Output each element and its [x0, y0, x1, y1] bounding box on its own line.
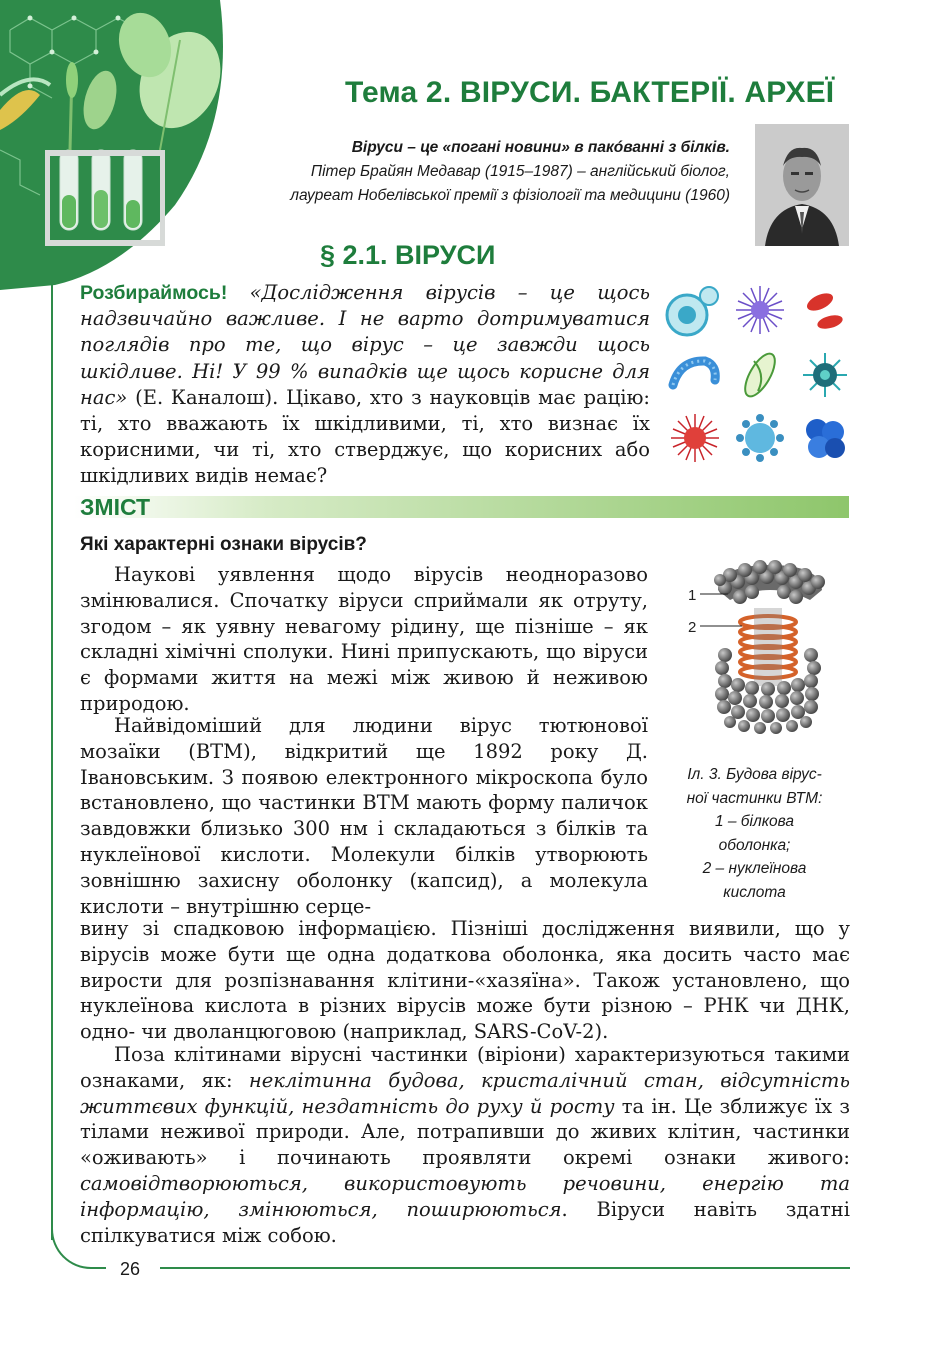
decorative-plants-test-tubes [0, 0, 240, 290]
epigraph-quote: Віруси – це «погані новини» в пакóванні з білків. [351, 139, 730, 156]
paragraph-3-text-c: . Віруси навіть здатні спілкуватися між собою. [80, 1197, 850, 1247]
page-margin-rule-corner [51, 1225, 106, 1269]
bacteria-green-rod-icon [739, 349, 780, 401]
topic-title: Тема 2. ВІРУСИ. БАКТЕРІЇ. АРХЕЇ [345, 76, 835, 109]
caption-line: оболонка; [718, 836, 791, 854]
paragraph-1-text: Наукові уявлення щодо вірусів неодноразово змінювалися. Спочатку віруси сприймали як отруту, згодом – як уявну невагому рідину, ще пізніше – як складні хімічні сполуки. Нині припускають, що віруси є формами життя на межі між живою й неживою природою. [80, 563, 648, 715]
caption-line: кислота [723, 883, 786, 901]
virus-illustrations-grid [665, 280, 855, 470]
virus-spiky-purple-icon [736, 286, 784, 334]
paragraph-3-text-b: та ін. Це зближує їх з тілами неживої природи. Але, потрапивши до живих клітин, частинки «оживають» і починають проявляти окремі ознаки живого: [80, 1094, 850, 1170]
caption-line: Іл. 3. Будова вірус- [687, 766, 822, 783]
bacteria-cluster-blue-icon [806, 419, 845, 458]
paragraph-3-text-a: Поза клітинами вірусні частинки (віріони) характеризуються такими ознаками, як: [80, 1043, 850, 1092]
virus-teal-icon [803, 353, 847, 397]
page-number: 26 [120, 1259, 141, 1279]
paragraph-2 [80, 713, 648, 919]
figure-caption [652, 763, 857, 904]
caption-line: ної частинки ВТМ: [686, 789, 823, 807]
paragraph-3-italic-1: неклітинна будова, кристалічний стан, відсутність життєвих функцій, нездатність до руху й росту [80, 1068, 850, 1118]
caption-line: 2 – нуклеїнова [702, 860, 807, 877]
section-title: § 2.1. ВІРУСИ [320, 240, 496, 270]
figure-label-2: 2 [688, 619, 697, 636]
bacteria-spiral-icon [673, 361, 715, 385]
intro-paragraph [80, 280, 650, 490]
content-heading-bar [74, 496, 849, 518]
intro-rest: (Е. Каналош). Цікаво, хто з науковців має рацію: ті, хто вважають їх шкідливими, ті, хто визнає їх корисними, чи ті, хто стверджує, що корисних або шкідливих видів немає? [80, 385, 650, 488]
footer-rule [160, 1267, 850, 1269]
paragraph-2-continued: вину зі спадковою інформацією. Пізніші дослідження виявили, що у вірусів може бути ще одна додаткова оболонка, яка досить часто має вирости для розпізнавання клітини-«хазяїна». Також установлено, що нуклеїнова кислота в різних вірусів може бути різною – РНК чи ДНК, одно- чи дволанцюговою (наприклад, SARS-CoV-2). [80, 917, 850, 1044]
virus-cell-icon [667, 287, 718, 335]
paragraph-3-italic-2: самовідтворюються, використовують речовини, енергію та інформацію, змінюються, поширюються [80, 1171, 850, 1221]
caption-line: 1 – білкова [714, 813, 795, 830]
epigraph-author-line-1: Пітер Брайян Медавар (1915–1987) – англійський біолог, [310, 163, 730, 180]
epigraph-author-line-2: лауреат Нобелівської премії з фізіології та медицини (1960) [290, 187, 730, 204]
epigraph [210, 136, 730, 208]
intro-lead: Розбираймось! [80, 282, 228, 304]
paragraph-1 [80, 562, 648, 717]
tmv-structure-figure [680, 560, 855, 735]
page-margin-rule [51, 280, 53, 1240]
virus-red-spiky-icon [671, 414, 719, 462]
portrait-photo [755, 124, 849, 246]
question-heading: Які характерні ознаки вірусів? [80, 534, 367, 555]
bacteria-red-icon [804, 290, 844, 331]
paragraph-2-text: Найвідоміший для людини вірус тютюнової мозаїки (ВТМ), відкритий ще 1892 року Д. Івановським. З появою електронного мікроскопа було встановлено, що частинки ВТМ мають форму паличок завдовжки близько 300 нм і складаються з білків та нуклеїнової кислоти. Молекули білків утворюють зовнішню захисну оболонку (капсид), а молекула кислоти – внутрішню серце- [80, 714, 648, 918]
intro-quote: «Дослідження вірусів – це щось надзвичайно важливе. І не варто дотримуватися поглядів про те, що вірус – це завжди щось шкідливе. Ні! У 99 % випадків ще щось корисне для нас» [80, 281, 651, 409]
virus-blue-corona-icon [736, 414, 784, 462]
paragraph-3 [80, 1042, 850, 1248]
content-heading: ЗМІСТ [80, 494, 151, 520]
figure-label-1: 1 [688, 587, 697, 604]
